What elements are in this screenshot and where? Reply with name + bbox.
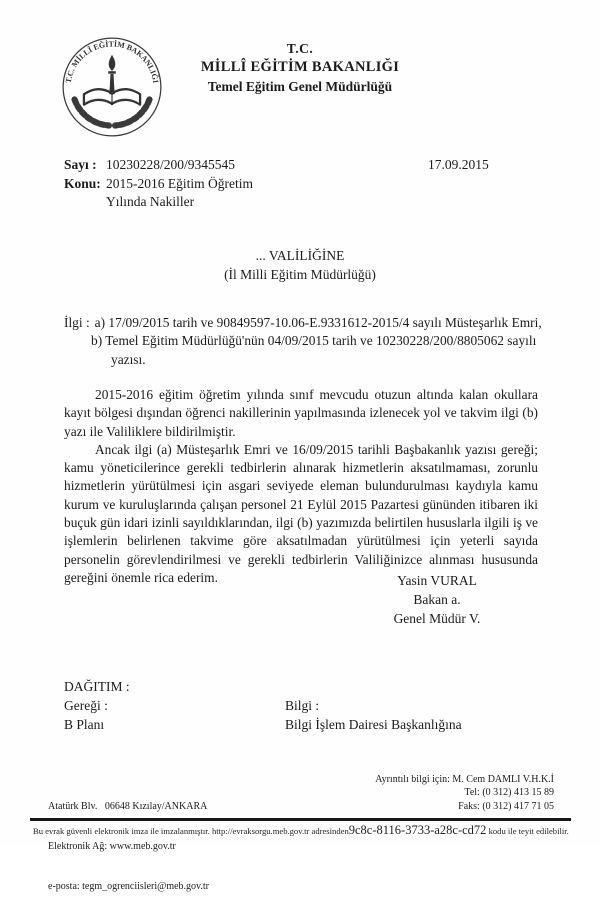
document-meta bbox=[64, 156, 253, 212]
bilgi-value: Bilgi İşlem Dairesi Başkanlığına bbox=[285, 716, 462, 732]
recipient-subtitle: (İl Milli Eğitim Müdürlüğü) bbox=[224, 266, 376, 282]
letter-body bbox=[64, 386, 538, 587]
footer-web: Elektronik Ağ: www.meb.gov.tr bbox=[48, 841, 176, 853]
reference-line-a bbox=[64, 314, 542, 332]
verification-prefix: Bu evrak güvenli elektronik imza ile imzalanmıştır. http://evraksorgu.meb.gov.tr adresinden bbox=[33, 826, 349, 836]
emblem-curved-text: T.C. MİLLÎ EĞİTİM BAKANLIĞI bbox=[63, 39, 161, 84]
reference-item-a: a) 17/09/2015 tarih ve 90849597-10.06-E.9331612-2015/4 sayılı Müsteşarlık Emri, bbox=[94, 315, 542, 330]
document-date: 17.09.2015 bbox=[428, 157, 489, 172]
konu-label: Konu: bbox=[64, 175, 101, 191]
sayi-row bbox=[64, 156, 253, 175]
footer-tel: Tel: (0 312) 413 15 89 bbox=[464, 787, 554, 799]
ministry-title: MİLLÎ EĞİTİM BAKANLIĞI bbox=[200, 59, 400, 75]
footer-contact-block bbox=[375, 773, 554, 813]
recipient-title: ... VALİLİĞİNE bbox=[255, 248, 345, 263]
signatory-name: Yasin VURAL bbox=[397, 573, 477, 588]
footer-fax: Faks: (0 312) 417 71 05 bbox=[458, 800, 554, 812]
distribution-geregi bbox=[64, 697, 108, 734]
laurel-left bbox=[75, 99, 109, 125]
reference-block bbox=[64, 314, 542, 369]
distribution-bilgi bbox=[285, 697, 462, 734]
republic-title: T.C. bbox=[286, 41, 314, 56]
konu-value-line1: 2015-2016 Eğitim Öğretim bbox=[106, 175, 253, 191]
sayi-value: 10230228/200/9345545 bbox=[106, 157, 236, 172]
konu-row bbox=[64, 175, 253, 194]
konu-value-line2: Yılında Nakiller bbox=[106, 194, 195, 209]
verification-note bbox=[33, 823, 573, 838]
signatory-title-2: Genel Müdür V. bbox=[393, 611, 481, 627]
signature-block bbox=[352, 571, 522, 629]
reference-item-b-cont: yazısı. bbox=[111, 351, 146, 367]
letterhead bbox=[0, 39, 600, 96]
signatory-title-1: Bakan a. bbox=[413, 592, 461, 608]
verification-code: 9c8c-8116-3733-a28c-cd72 bbox=[348, 823, 487, 837]
footer-divider bbox=[30, 818, 571, 821]
footer-address-block bbox=[48, 773, 209, 920]
body-paragraph-2: Ancak ilgi (a) Müsteşarlık Emri ve 16/09/2015 tarihli Başbakanlık yazısı gereği; kamu yöneticilerince gerekli tedbirlerin alınarak hizmetlerin aksatılmaması, zorunlu hizmetlerin yürütülmesi için asgari seviyede eleman bulundurulması kaydıyla kamu kurum ve kuruluşlarında çalışan personel 21 Eylül 2015 Pazartesi gününden itibaren iki buçuk gün idari izinli sayıldıklarından, ilgi (b) yazımızda belirtilen hususlarla ilgili iş ve işlemlerin belirlenen takvime göre aksatılmadan yürütülmesi için yeterli sayıda personelin görevlendirilmesi ve gerekli tedbirlerin Valiliğinizce alınması hususunda gereğini önemle rica ederim. bbox=[64, 441, 538, 585]
laurel-right bbox=[115, 99, 149, 125]
verification-suffix: kodu ile teyit edilebilir. bbox=[486, 826, 569, 836]
bilgi-label: Bilgi : bbox=[285, 698, 320, 713]
footer-contact: Ayrıntılı bilgi için: M. Cem DAMLI V.H.K.İ bbox=[375, 774, 554, 785]
department-title: Temel Eğitim Genel Müdürlüğü bbox=[207, 79, 393, 94]
geregi-value: B Planı bbox=[64, 716, 105, 732]
footer-email: e-posta: tegm_ogrenciisleri@meb.gov.tr bbox=[48, 881, 210, 893]
recipient-block bbox=[0, 247, 600, 284]
body-paragraph-1: 2015-2016 eğitim öğretim yılında sınıf mevcudu otuzun altında kalan okullara kayıt bölgesi dışından öğrenci nakillerinin yapılmasında izlenecek yol ve takvim ilgi (b) yazı ile Valiliklere bildirilmiştir. bbox=[64, 387, 538, 439]
footer-address: Atatürk Blv. 06648 Kızılay/ANKARA bbox=[48, 800, 208, 812]
geregi-label: Gereği : bbox=[64, 698, 108, 713]
reference-label: İlgi : bbox=[64, 315, 90, 330]
sayi-label: Sayı : bbox=[64, 157, 97, 172]
reference-item-b: b) Temel Eğitim Müdürlüğü'nün 04/09/2015 tarih ve 10230228/200/8805062 sayılı bbox=[91, 333, 537, 349]
distribution-title: DAĞITIM : bbox=[64, 679, 130, 694]
